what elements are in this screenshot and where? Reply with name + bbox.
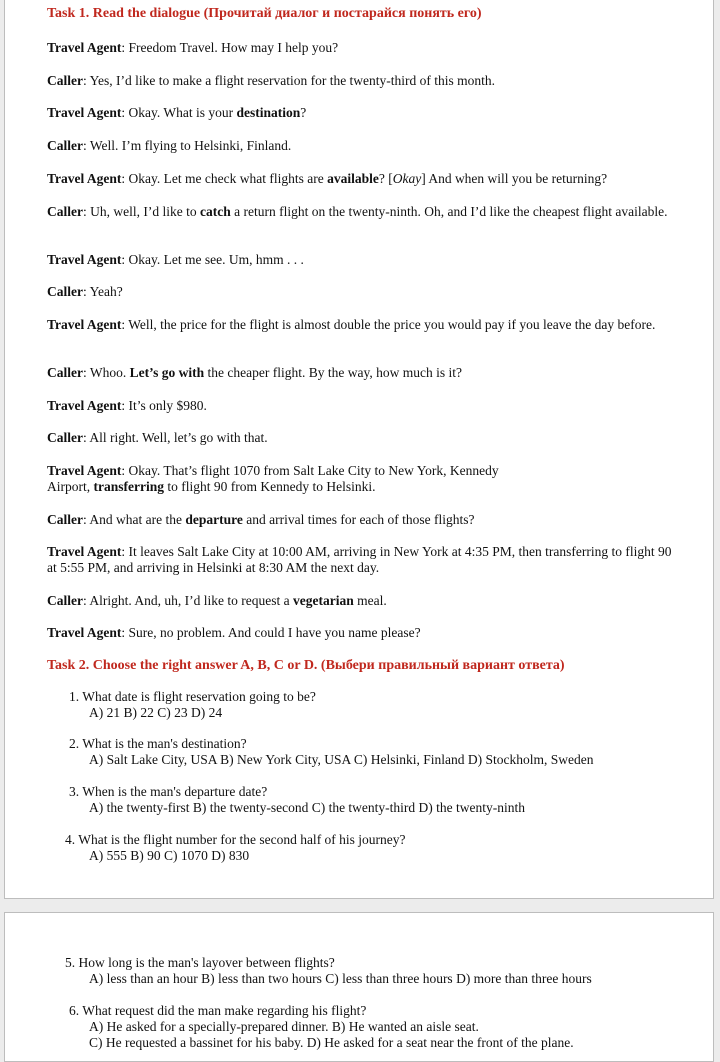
question-1: 1. What date is flight reservation going to be? <box>69 689 316 704</box>
document-page-2 <box>4 912 714 1062</box>
dialogue-line: Travel Agent: Okay. That’s flight 1070 from Salt Lake City to New York, Kennedy Airport, transferring to flight 90 from Kennedy to Helsinki. <box>47 463 499 494</box>
dialogue-line: Caller: And what are the departure and arrival times for each of those flights? <box>47 512 475 527</box>
dialogue-line: Travel Agent: It leaves Salt Lake City at 10:00 AM, arriving in New York at 4:35 PM, then transferring to flight 90 at 5:55 PM, and arriving in Helsinki at 8:30 AM the next day. <box>47 544 672 575</box>
dialogue-line: Travel Agent: Okay. Let me see. Um, hmm . . . <box>47 252 304 267</box>
answer-options-5: A) less than an hour B) less than two hours C) less than three hours D) more than three hours <box>89 971 592 986</box>
vocab-term: destination <box>236 105 301 120</box>
answer-options-3: A) the twenty-first B) the twenty-second C) the twenty-third D) the twenty-ninth <box>89 800 526 815</box>
dialogue-line: Travel Agent: Well, the price for the flight is almost double the price you would pay if you leave the day before. <box>47 317 656 332</box>
answer-options-4: A) 555 B) 90 C) 1070 D) 830 <box>89 848 250 863</box>
speaker-name: Caller <box>47 593 83 608</box>
question-4: 4. What is the flight number for the second half of his journey? <box>65 832 406 847</box>
dialogue-line: Travel Agent: Sure, no problem. And could I have you name please? <box>47 625 421 640</box>
vocab-term: transferring <box>93 479 164 494</box>
dialogue-line: Caller: Alright. And, uh, I’d like to request a vegetarian meal. <box>47 593 387 608</box>
question-3: 3. When is the man's departure date? <box>69 784 268 799</box>
speaker-name: Caller <box>47 138 83 153</box>
speaker-name: Caller <box>47 204 83 219</box>
vocab-term: available <box>327 171 379 186</box>
speaker-name: Travel Agent <box>47 625 122 640</box>
dialogue-line: Caller: All right. Well, let’s go with that. <box>47 430 268 445</box>
task1-title: Task 1. Read the dialogue (Прочитай диалог и постарайся понять его) <box>47 6 482 21</box>
aside-text: Okay <box>392 171 422 186</box>
task2-title: Task 2. Choose the right answer A, B, C or D. (Выбери правильный вариант ответа) <box>47 658 565 673</box>
question-2: 2. What is the man's destination? <box>69 736 247 751</box>
dialogue-line: Caller: Yes, I’d like to make a flight reservation for the twenty-third of this month. <box>47 73 496 88</box>
speaker-name: Caller <box>47 512 83 527</box>
vocab-term: catch <box>200 204 231 219</box>
speaker-name: Caller <box>47 430 83 445</box>
vocab-term: departure <box>185 512 243 527</box>
vocab-term: Let’s go with <box>129 365 205 380</box>
answer-options-6: A) He asked for a specially-prepared dinner. B) He wanted an aisle seat. <box>89 1019 479 1034</box>
vocab-term: vegetarian <box>292 593 354 608</box>
dialogue-line: Caller: Yeah? <box>47 284 123 299</box>
answer-options-2: A) Salt Lake City, USA B) New York City, USA C) Helsinki, Finland D) Stockholm, Sweden <box>89 752 594 767</box>
dialogue-line: Caller: Whoo. Let’s go with the cheaper flight. By the way, how much is it? <box>47 365 462 380</box>
dialogue-line: Travel Agent: Freedom Travel. How may I help you? <box>47 40 339 55</box>
dialogue-line: Travel Agent: Okay. Let me check what flights are available? [Okay] And when will you be returning? <box>47 171 608 186</box>
question-6: 6. What request did the man make regarding his flight? <box>69 1003 367 1018</box>
dialogue-line: Travel Agent: Okay. What is your destination? <box>47 105 307 120</box>
speaker-name: Caller <box>47 365 83 380</box>
dialogue-line: Caller: Uh, well, I’d like to catch a return flight on the twenty-ninth. Oh, and I’d like the cheapest flight available. <box>47 204 668 219</box>
dialogue-line: Caller: Well. I’m flying to Helsinki, Finland. <box>47 138 292 153</box>
document-page-1 <box>4 0 714 899</box>
speaker-name: Travel Agent <box>47 105 122 120</box>
dialogue-line: Travel Agent: It’s only $980. <box>47 398 207 413</box>
speaker-name: Caller <box>47 284 83 299</box>
answer-options-1: A) 21 B) 22 C) 23 D) 24 <box>89 705 223 720</box>
speaker-name: Travel Agent <box>47 317 122 332</box>
answer-options-6-cont: C) He requested a bassinet for his baby. D) He asked for a seat near the front of the plane. <box>89 1035 574 1050</box>
speaker-name: Travel Agent <box>47 252 122 267</box>
speaker-name: Travel Agent <box>47 463 122 478</box>
question-5: 5. How long is the man's layover between flights? <box>65 955 335 970</box>
speaker-name: Travel Agent <box>47 544 122 559</box>
speaker-name: Travel Agent <box>47 398 122 413</box>
speaker-name: Caller <box>47 73 83 88</box>
speaker-name: Travel Agent <box>47 40 122 55</box>
speaker-name: Travel Agent <box>47 171 122 186</box>
